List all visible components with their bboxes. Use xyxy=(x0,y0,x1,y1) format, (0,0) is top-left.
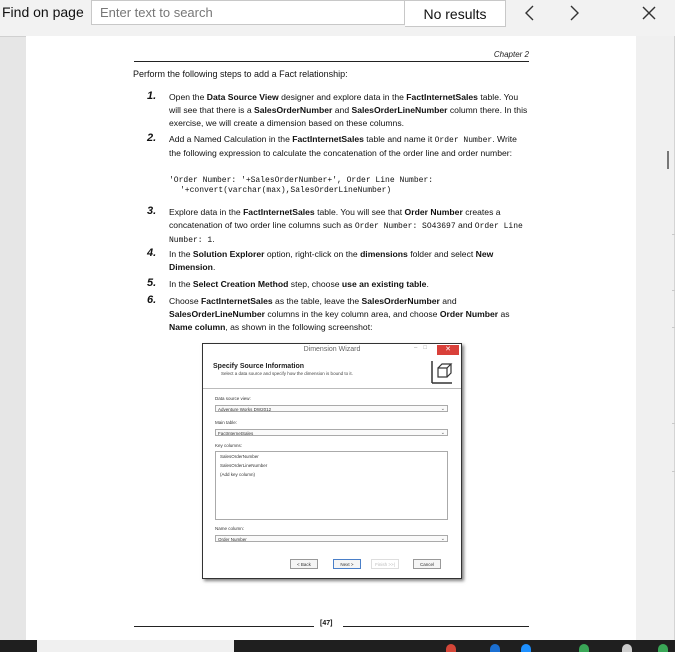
app-icon[interactable] xyxy=(521,644,531,652)
chevron-down-icon: ⌄ xyxy=(440,536,445,542)
main-table-value: FactInternetSales xyxy=(218,431,254,436)
wizard-title: Dimension Wizard xyxy=(303,346,361,353)
gear-icon[interactable] xyxy=(622,644,632,652)
find-label: Find on page xyxy=(2,4,84,20)
data-source-select xyxy=(215,405,448,412)
dimension-cube-icon xyxy=(429,359,453,385)
wizard-title-bar xyxy=(203,344,461,358)
taskbar-window[interactable] xyxy=(37,640,234,652)
divider xyxy=(505,0,506,25)
step-number: 5. xyxy=(147,277,157,289)
main-table-select xyxy=(215,429,448,436)
step-number: 1. xyxy=(147,90,157,102)
app-icon[interactable] xyxy=(490,644,500,652)
list-item: SalesOrderLineNumber xyxy=(220,463,268,468)
step-text: Explore data in the FactInternetSales table. You will see that Order Number creates a concatenation of two order line columns such as Order Number: SO43697 and Order Line Number: 1. xyxy=(169,207,523,245)
back-button: < Back xyxy=(290,559,318,569)
key-columns-list xyxy=(215,451,448,520)
name-column-select xyxy=(215,535,448,542)
wizard-heading: Specify Source Information xyxy=(213,363,305,370)
main-table-label: Main table: xyxy=(215,420,238,425)
window-controls-icon: –□ xyxy=(414,345,433,351)
data-source-label: Data source view: xyxy=(215,396,251,401)
key-columns-label: Key columns: xyxy=(215,443,243,448)
taskbar xyxy=(0,640,675,652)
step-number: 4. xyxy=(147,247,157,259)
data-source-value: Adventure Works DW2012 xyxy=(218,407,272,412)
close-find-button[interactable] xyxy=(629,1,669,25)
search-input[interactable] xyxy=(91,0,405,25)
code-line-2: '+convert(varchar(max),SalesOrderLineNumber) xyxy=(180,186,392,195)
app-icon[interactable] xyxy=(579,644,589,652)
next-result-button[interactable] xyxy=(554,1,594,25)
step-text: Choose FactInternetSales as the table, leave the SalesOrderNumber and SalesOrderLineNumber columns in the key column area, and choose Order Number as Name column, as shown in the following screenshot: xyxy=(169,296,510,332)
code-line-1: 'Order Number: '+SalesOrderNumber+', Order Line Number: xyxy=(169,176,434,185)
wizard-divider xyxy=(203,388,461,389)
finish-button: Finish >>| xyxy=(371,559,399,569)
footer-rule-left xyxy=(134,626,314,627)
step-number: 3. xyxy=(147,205,157,217)
chevron-left-icon xyxy=(523,5,537,21)
chevron-down-icon: ⌄ xyxy=(440,406,445,412)
step-text: Open the Data Source View designer and explore data in the FactInternetSales table. You will see that there is a SalesOrderNumber and SalesOrderLineNumber column there. In this exercise, we will create a dimension based on these columns. xyxy=(169,92,528,128)
chevron-down-icon: ⌄ xyxy=(440,430,445,436)
intro-text: Perform the following steps to add a Fact relationship: xyxy=(133,69,348,79)
close-icon: ✕ xyxy=(437,345,459,355)
close-icon xyxy=(642,5,656,21)
chevron-right-icon xyxy=(567,5,581,21)
chapter-header: Chapter 2 xyxy=(493,50,529,59)
step-number: 6. xyxy=(147,294,157,306)
scroll-thumb[interactable] xyxy=(667,151,669,169)
dimension-wizard-screenshot xyxy=(202,343,462,579)
step-text: In the Solution Explorer option, right-click on the dimensions folder and select New Dimension. xyxy=(169,249,494,272)
step-text: Add a Named Calculation in the FactInternetSales table and name it Order Number. Write the following expression to calculate the concatenation of the order line and order number: xyxy=(169,134,517,158)
viewer-margin xyxy=(636,36,675,640)
list-item: (Add key column) xyxy=(220,472,256,477)
cancel-button: Cancel xyxy=(413,559,441,569)
wizard-subheading: Select a data source and specify how the dimension is bound to it. xyxy=(221,371,353,376)
header-rule xyxy=(134,61,529,62)
name-column-label: Name column: xyxy=(215,526,245,531)
step-text: In the Select Creation Method step, choose use an existing table. xyxy=(169,279,429,289)
list-item: SalesOrderNumber xyxy=(220,454,259,459)
results-count: No results xyxy=(405,0,506,27)
find-bar xyxy=(0,0,675,37)
step-number: 2. xyxy=(147,132,157,144)
previous-result-button[interactable] xyxy=(510,1,550,25)
footer-rule-right xyxy=(343,626,529,627)
page-number: [47] xyxy=(320,620,333,627)
app-icon[interactable] xyxy=(446,644,456,652)
name-column-value: Order Number xyxy=(218,537,247,542)
app-icon[interactable] xyxy=(658,644,668,652)
next-button: Next > xyxy=(333,559,361,569)
